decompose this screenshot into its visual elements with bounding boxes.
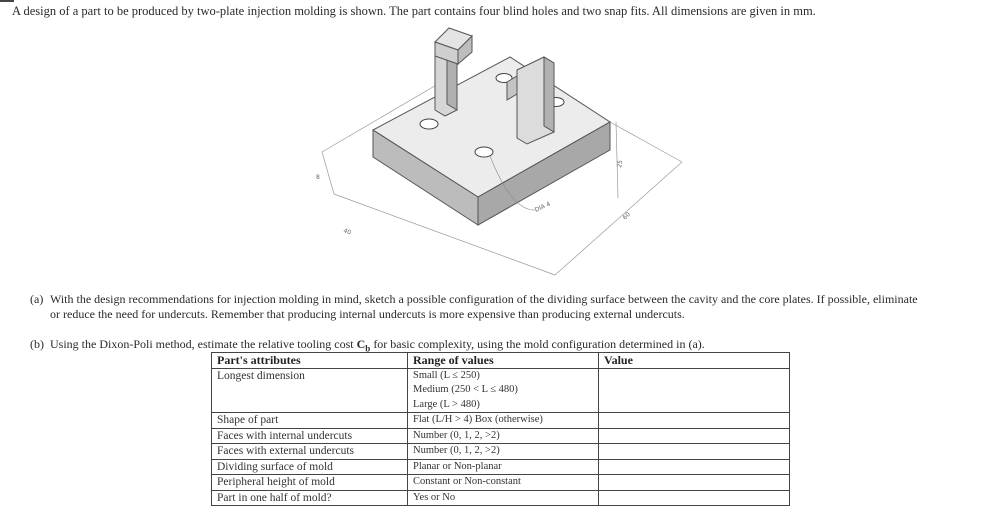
dim-label-dia-4: DIA 4 <box>533 200 552 214</box>
range-cell <box>408 475 599 491</box>
part-drawing-svg <box>300 22 700 284</box>
dim-line-height-left <box>322 152 334 194</box>
range-line: Number (0, 1, 2, >2) <box>413 445 500 456</box>
table-row-shape <box>212 413 790 429</box>
range-cell <box>408 428 599 444</box>
question-a-line2: or reduce the need for undercuts. Remember that producing internal undercuts is more expensive than producing external undercuts. <box>50 307 685 321</box>
attr-cell: Shape of part <box>212 413 408 429</box>
attr-cell: Faces with internal undercuts <box>212 428 408 444</box>
range-line: Yes or No <box>413 491 456 503</box>
dim-label-60: 60 <box>621 211 632 222</box>
tooling-cost-symbol <box>356 337 371 354</box>
attr-cell: Part in one half of mold? <box>212 490 408 506</box>
value-cell[interactable] <box>599 459 790 475</box>
attr-cell: Faces with external undercuts <box>212 444 408 460</box>
range-cell <box>408 459 599 475</box>
range-line: Large (L > 480) <box>413 398 480 410</box>
part-attributes-table <box>211 352 790 506</box>
range-cell <box>408 490 599 506</box>
question-a-line1: With the design recommendations for injection molding in mind, sketch a possible configuration of the dividing surface between the cavity and the core plates. If possible, eliminate <box>50 292 918 306</box>
attr-cell: Dividing surface of mold <box>212 459 408 475</box>
cb-letter: C <box>356 337 366 351</box>
question-b-text-after: for basic complexity, using the mold configuration determined in (a). <box>373 337 705 351</box>
table-header-row <box>212 353 790 369</box>
table-row-dividing-surface <box>212 459 790 475</box>
table-row-peripheral-height <box>212 475 790 491</box>
value-cell[interactable] <box>599 444 790 460</box>
hole-front <box>475 147 493 157</box>
corner-mark <box>0 0 14 2</box>
header-range: Range of values <box>408 353 599 369</box>
table-row-external-undercuts <box>212 444 790 460</box>
table-row-one-half <box>212 490 790 506</box>
value-cell[interactable] <box>599 490 790 506</box>
range-line: Constant or Non-constant <box>413 476 521 487</box>
value-cell[interactable] <box>599 413 790 429</box>
dim-label-25: 25 <box>616 159 625 169</box>
table-row-longest-dimension <box>212 368 790 413</box>
header-value: Value <box>599 353 790 369</box>
header-attributes: Part's attributes <box>212 353 408 369</box>
cb-subscript: b <box>365 343 371 354</box>
problem-statement: A design of a part to be produced by two-plate injection molding is shown. The part contains four blind holes and two snap fits. All dimensions are given in mm. <box>12 4 816 18</box>
question-a-number: (a) <box>30 292 44 306</box>
dim-line-depth <box>555 162 682 275</box>
snap-right-side <box>544 57 554 132</box>
table-row-internal-undercuts <box>212 428 790 444</box>
dim-label-40: 40 <box>342 227 352 237</box>
base-block <box>373 57 610 225</box>
question-b-text-before: Using the Dixon-Poli method, estimate the relative tooling cost <box>50 337 354 351</box>
attr-cell: Peripheral height of mold <box>212 475 408 491</box>
question-b-number: (b) <box>30 337 44 351</box>
range-cell <box>408 413 599 429</box>
part-isometric-drawing <box>300 22 700 284</box>
range-line: Medium (250 < L ≤ 480) <box>413 384 518 395</box>
dim-line-top-right <box>610 122 682 162</box>
range-cell <box>408 368 599 413</box>
hole-left <box>420 119 438 129</box>
range-line: Number (0, 1, 2, >2) <box>413 429 500 441</box>
attr-cell: Longest dimension <box>212 368 408 413</box>
question-a <box>30 292 992 322</box>
range-line: Flat (L/H > 4) Box (otherwise) <box>413 414 543 425</box>
range-line: Small (L ≤ 250) <box>413 369 480 381</box>
value-cell[interactable] <box>599 368 790 413</box>
value-cell[interactable] <box>599 475 790 491</box>
value-cell[interactable] <box>599 428 790 444</box>
range-cell <box>408 444 599 460</box>
dim-label-8: 8 <box>316 174 320 181</box>
range-line: Planar or Non-planar <box>413 460 502 472</box>
